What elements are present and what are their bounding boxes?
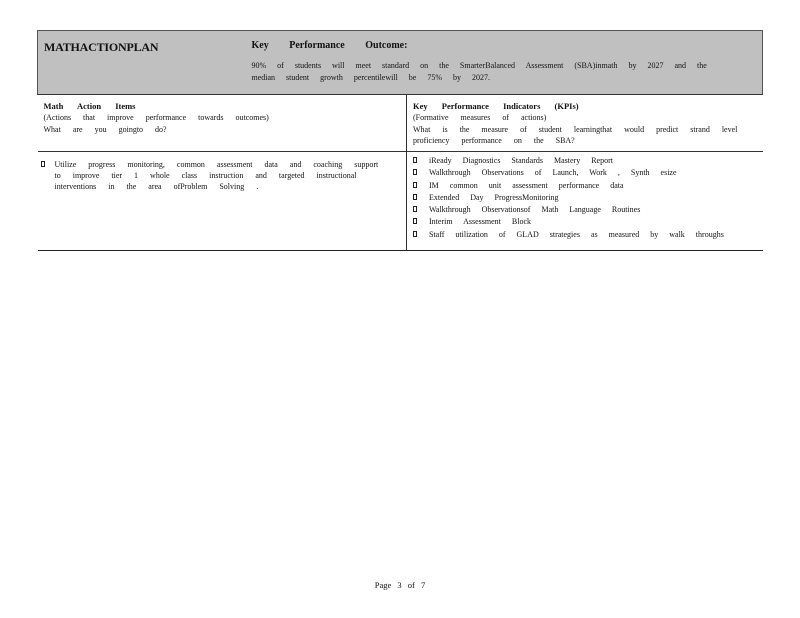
action-items-list: [38, 159, 407, 192]
checkbox-bullet-icon: [413, 206, 417, 212]
kpi-text: Walkthrough Observations of Launch, Work , Synth esize: [429, 168, 677, 178]
kpi-list: [407, 155, 763, 241]
kpi-cell: [407, 152, 763, 251]
kpo-heading: Key Performance Outcome:: [251, 40, 408, 51]
kpi-heading: Key Performance Indicators (KPIs): [413, 101, 579, 111]
action-items-cell: [38, 152, 407, 251]
kpo-cell: [246, 31, 763, 95]
checkbox-bullet-icon: [413, 169, 417, 175]
kpi-text: Staff utilization of GLAD strategies as measured by walk throughs: [429, 229, 724, 239]
action-plan-table: [37, 30, 763, 251]
body-row: [38, 152, 763, 251]
kpi-text: iReady Diagnostics Standards Mastery Report: [429, 156, 613, 165]
kpi-desc: (Formative measures of actions): [413, 113, 547, 122]
list-item: [38, 159, 385, 192]
list-item: [407, 192, 763, 204]
checkbox-bullet-icon: [413, 231, 417, 237]
kpi-text: Walkthrough Observationsof Math Language Routines: [429, 205, 641, 215]
checkbox-bullet-icon: [413, 157, 417, 163]
header-row: [38, 31, 763, 95]
list-item: [407, 180, 763, 192]
list-item: [407, 155, 763, 167]
kpi-text: Extended Day ProgressMonitoring: [429, 192, 559, 202]
checkbox-bullet-icon: [41, 161, 45, 167]
kpi-text: Interim Assessment Block: [429, 217, 531, 227]
kpo-text: 90% of students will meet standard on the SmarterBalanced Assessment (SBA)inmath by 2027 and the median student growth percentilewill be 75% by 2027.: [251, 61, 707, 82]
checkbox-bullet-icon: [413, 194, 417, 200]
list-item: [407, 204, 763, 216]
kpi-header: [407, 95, 763, 152]
action-items-header: [38, 95, 407, 152]
list-item: [407, 216, 763, 228]
plan-title: MATHACTIONPLAN: [44, 40, 159, 54]
kpi-question: What is the measure of student learningthat would predict strand level proficiency performance on the SBA?: [413, 125, 738, 145]
subheader-row: [38, 95, 763, 152]
checkbox-bullet-icon: [413, 182, 417, 188]
list-item: [407, 229, 763, 241]
action-items-desc: (Actions that improve performance towards outcomes): [43, 113, 269, 122]
kpi-text: IM common unit assessment performance data: [429, 180, 624, 190]
action-item-text: Utilize progress monitoring, common assessment data and coaching support to improve tier 1 whole class instruction and targeted instructional interventions in the area ofProblem Solving .: [54, 160, 379, 191]
list-item: [407, 167, 763, 179]
header-title-cell: [38, 31, 246, 95]
checkbox-bullet-icon: [413, 218, 417, 224]
action-items-question: What are you goingto do?: [43, 125, 167, 134]
page-number: Page 3 of 7: [374, 580, 426, 590]
action-items-heading: Math Action Items: [43, 101, 136, 111]
